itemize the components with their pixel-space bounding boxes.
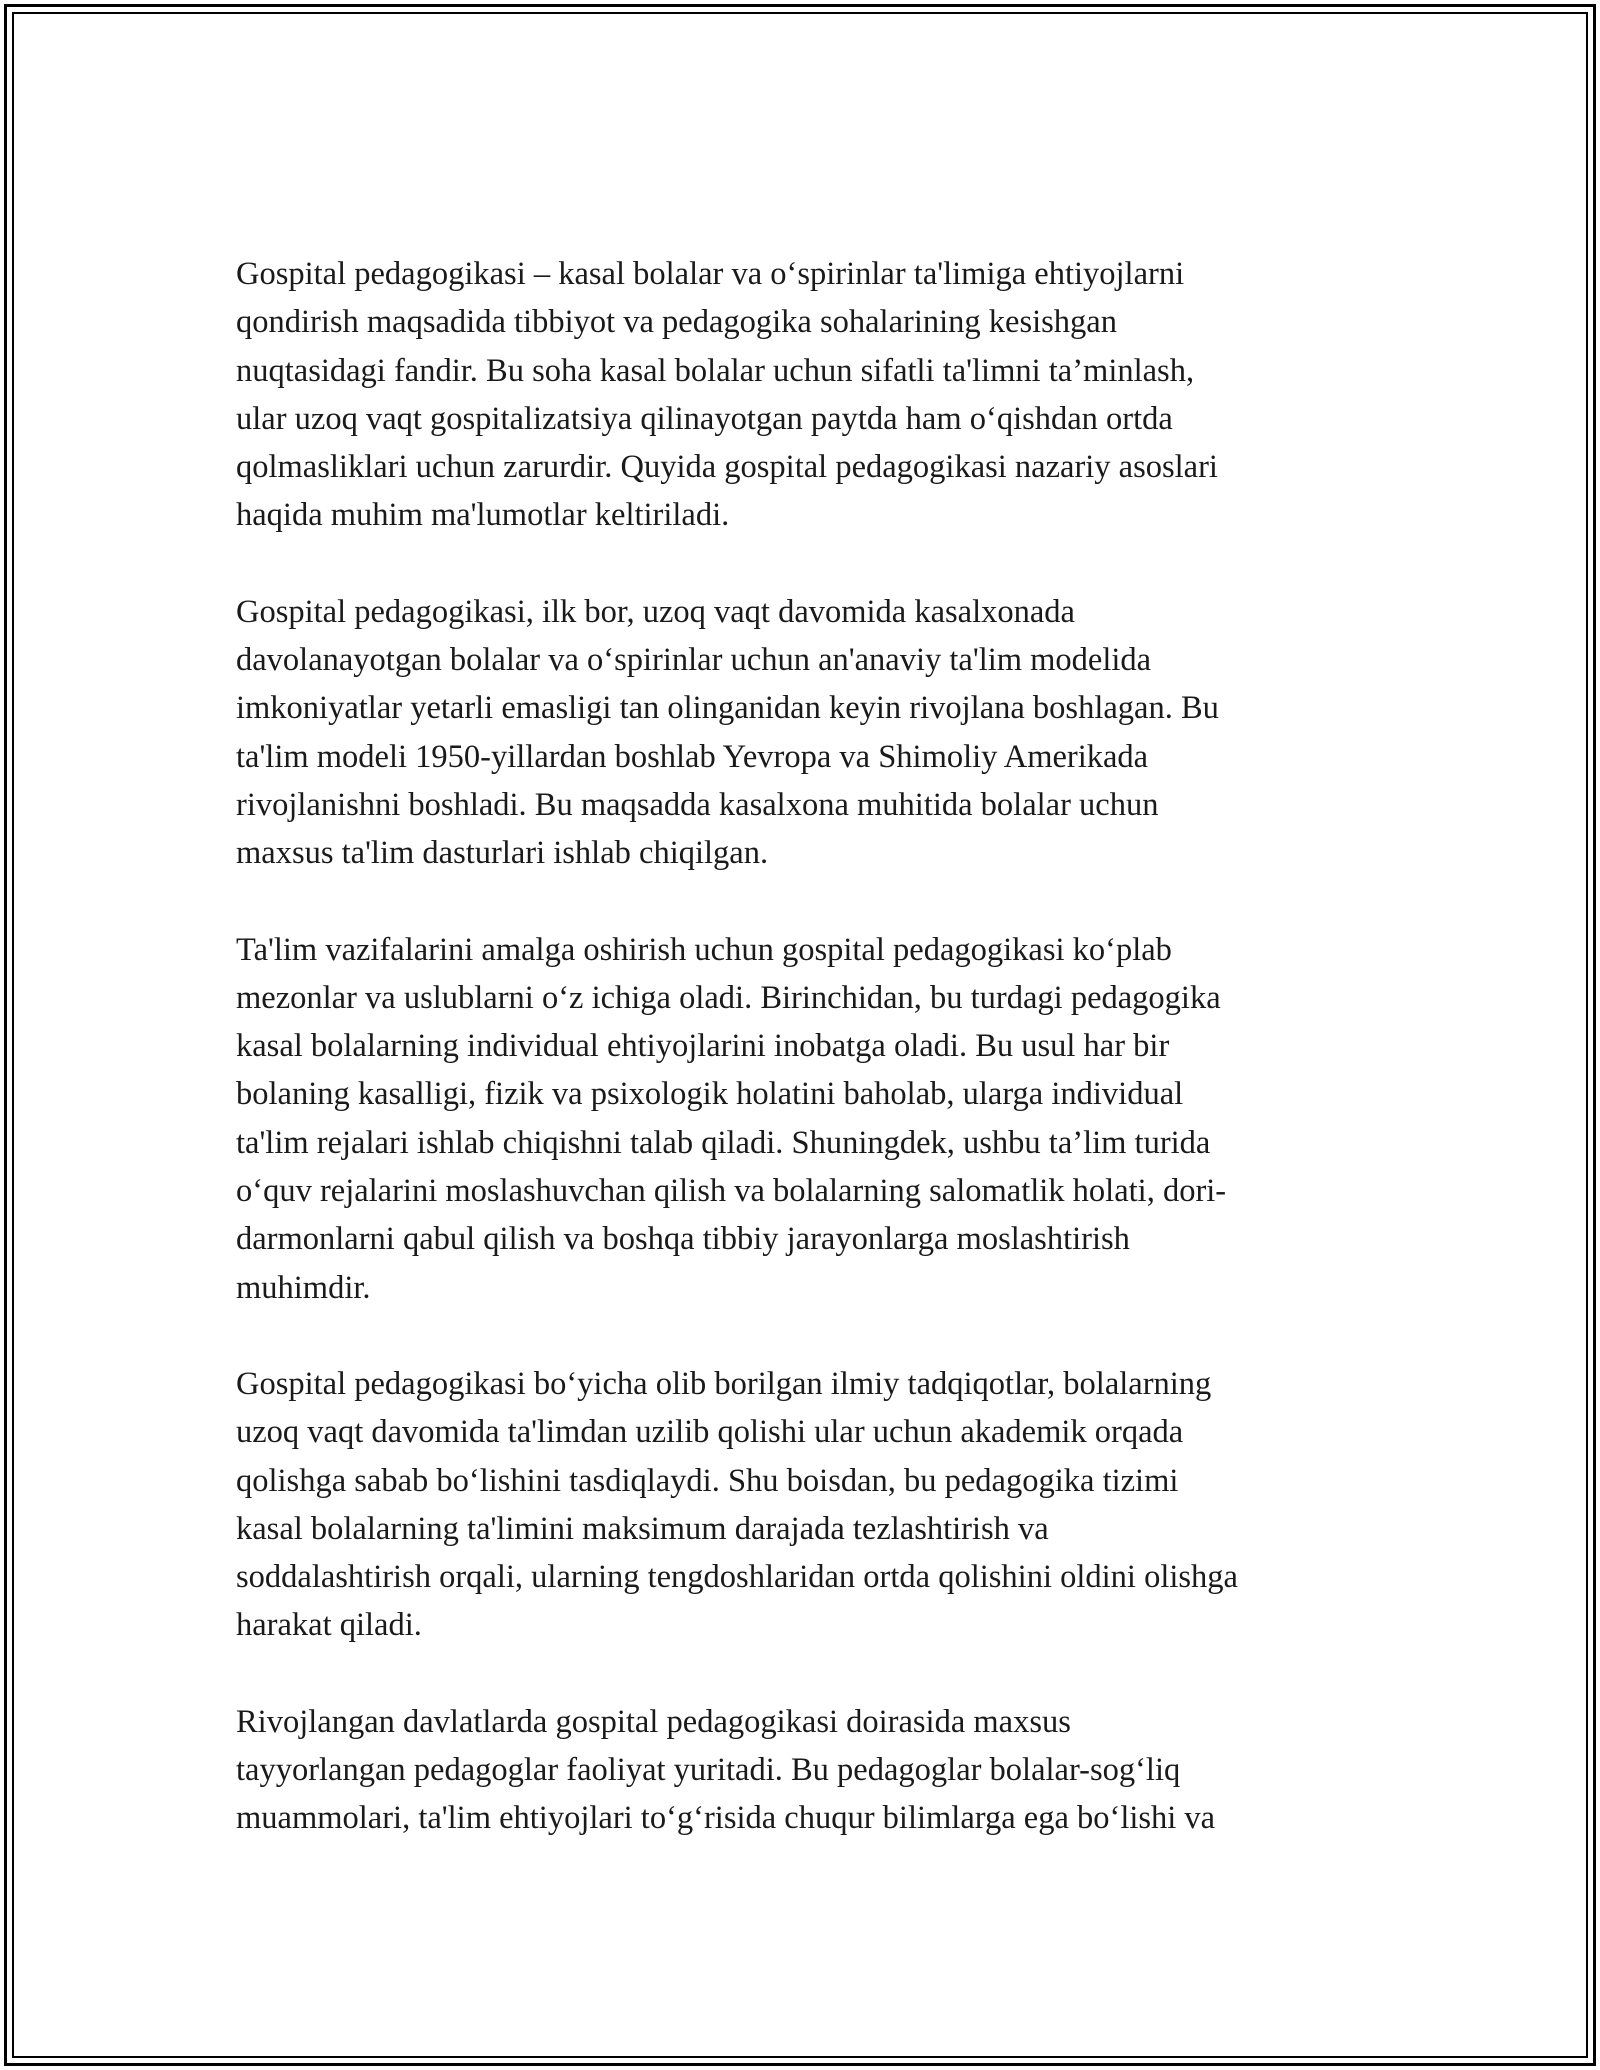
text-line: muhimdir.	[236, 1269, 371, 1306]
text-line: bolaning kasalligi, fizik va psixologik holatini baholab, ularga individual	[236, 1076, 1184, 1113]
text-line: ta'lim modeli 1950-yillardan boshlab Yevropa va Shimoliy Amerikada	[236, 738, 1149, 775]
paragraph-5	[236, 1698, 1372, 1843]
paragraph-4	[236, 1360, 1372, 1650]
text-line: ta'lim rejalari ishlab chiqishni talab qiladi. Shuningdek, ushbu ta’lim turida	[236, 1124, 1211, 1161]
text-line: Ta'lim vazifalarini amalga oshirish uchun gospital pedagogikasi ko‘plab	[236, 931, 1172, 968]
paragraph-1	[236, 250, 1372, 540]
text-line: qolishga sabab bo‘lishini tasdiqlaydi. Shu boisdan, bu pedagogika tizimi	[236, 1462, 1179, 1499]
text-line: Gospital pedagogikasi bo‘yicha olib borilgan ilmiy tadqiqotlar, bolalarning	[236, 1365, 1212, 1402]
text-line: qondirish maqsadida tibbiyot va pedagogika sohalarining kesishgan	[236, 304, 1117, 341]
paragraph-3	[236, 926, 1372, 1312]
text-line: ular uzoq vaqt gospitalizatsiya qilinayotgan paytda ham o‘qishdan ortda	[236, 400, 1173, 437]
text-line: qolmasliklari uchun zarurdir. Quyida gospital pedagogikasi nazariy asoslari	[236, 449, 1218, 486]
text-line: Rivojlangan davlatlarda gospital pedagogikasi doirasida maxsus	[236, 1703, 1071, 1740]
text-line: uzoq vaqt davomida ta'limdan uzilib qolishi ular uchun akademik orqada	[236, 1414, 1184, 1451]
text-line: darmonlarni qabul qilish va boshqa tibbiy jarayonlarga moslashtirish	[236, 1221, 1130, 1258]
text-line: Gospital pedagogikasi – kasal bolalar va o‘spirinlar ta'limiga ehtiyojlarni	[236, 256, 1185, 292]
text-line: haqida muhim ma'lumotlar keltiriladi.	[236, 497, 730, 534]
text-line: davolanayotgan bolalar va o‘spirinlar uchun an'anaviy ta'lim modelida	[236, 642, 1152, 679]
text-line: kasal bolalarning individual ehtiyojlarini inobatga oladi. Bu usul har bir	[236, 1028, 1170, 1065]
text-line: maxsus ta'lim dasturlari ishlab chiqilgan.	[236, 835, 769, 872]
text-line: muammolari, ta'lim ehtiyojlari to‘g‘risida chuqur bilimlarga ega bo‘lishi va	[236, 1800, 1216, 1837]
text-line: Gospital pedagogikasi, ilk bor, uzoq vaqt davomida kasalxonada	[236, 593, 1075, 630]
text-line: kasal bolalarning ta'limini maksimum darajada tezlashtirish va	[236, 1510, 1049, 1547]
text-line: imkoniyatlar yetarli emasligi tan olinganidan keyin rivojlana boshlagan. Bu	[236, 690, 1219, 727]
document-body	[236, 250, 1372, 1891]
text-line: rivojlanishni boshladi. Bu maqsadda kasalxona muhitida bolalar uchun	[236, 786, 1159, 823]
text-line: o‘quv rejalarini moslashuvchan qilish va bolalarning salomatlik holati, dori-	[236, 1173, 1227, 1210]
text-line: tayyorlangan pedagoglar faoliyat yuritadi. Bu pedagoglar bolalar-sog‘liq	[236, 1752, 1181, 1789]
text-line: soddalashtirish orqali, ularning tengdoshlaridan ortda qolishini oldini olishga	[236, 1559, 1238, 1596]
text-line: nuqtasidagi fandir. Bu soha kasal bolalar uchun sifatli ta'limni ta’minlash,	[236, 352, 1195, 389]
text-line: mezonlar va uslublarni o‘z ichiga oladi. Birinchidan, bu turdagi pedagogika	[236, 979, 1221, 1016]
paragraph-2	[236, 588, 1372, 878]
text-line: harakat qiladi.	[236, 1607, 422, 1644]
